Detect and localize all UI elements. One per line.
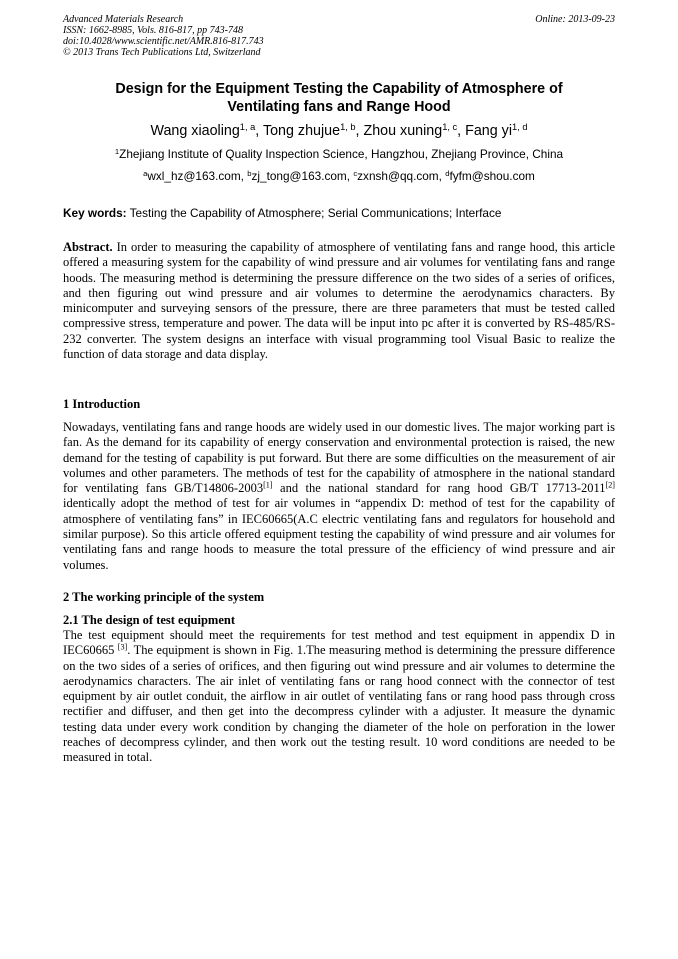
email-separator: , xyxy=(346,169,354,183)
email-mark: b xyxy=(247,168,252,178)
section-heading-introduction: 1 Introduction xyxy=(63,397,141,411)
introduction-paragraph xyxy=(63,420,615,573)
email-separator: , xyxy=(438,169,446,183)
email-mark: c xyxy=(353,168,358,178)
issn-line: ISSN: 1662-8985, Vols. 816-817, pp 743-748 xyxy=(63,25,243,36)
email-separator: , xyxy=(240,169,248,183)
author-separator: , xyxy=(355,123,364,139)
keywords-label: Key words: xyxy=(63,206,127,220)
author-name: Fang yi xyxy=(465,123,513,139)
affiliation xyxy=(40,146,638,162)
section-heading-working-principle: 2 The working principle of the system xyxy=(63,590,265,604)
email-mark: d xyxy=(445,168,450,178)
author-name: Zhou xuning xyxy=(363,123,443,139)
author-affil-mark: 1, a xyxy=(239,121,256,132)
copyright-line: © 2013 Trans Tech Publications Ltd, Switzerland xyxy=(63,47,261,58)
email-address: zxnsh@qq.com xyxy=(357,169,439,183)
author-list xyxy=(40,121,638,141)
abstract xyxy=(63,240,615,362)
abstract-text: In order to measuring the capability of atmosphere of ventilating fans and range hood, this article offered a measuring system for the capability of wind pressure and air volumes for ventilating fans and range hoods. The measuring method is determining the pressure difference on the two sides of a series of orifices, and then figuring out wind pressure and air volumes to determine the aerodynamics characters. By minicomputer and surveying sensors of the pressure, there are three parameters that must be tested called compressive stress, temperature and power. The data will be input into pc after it is converted by RS-485/RS-232 converter. The system designs an interface with visual programming tool Visual Basic to realize the function of data storage and data display. xyxy=(63,240,615,362)
citation-3: [3] xyxy=(117,642,128,652)
email-mark: a xyxy=(143,168,148,178)
subsection-heading-design: 2.1 The design of test equipment xyxy=(63,613,236,627)
intro-text-2: and the national standard for rang hood GB/T 17713-2011 xyxy=(272,481,606,496)
author-name: Tong zhujue xyxy=(262,123,341,139)
abstract-label: Abstract. xyxy=(63,240,113,254)
author-separator: , xyxy=(255,123,263,139)
affiliation-text: Zhejiang Institute of Quality Inspection Science, Hangzhou, Zhejiang Province, China xyxy=(119,147,564,161)
email-address: fyfm@shou.com xyxy=(449,169,535,183)
author-affil-mark: 1, d xyxy=(512,121,528,132)
author-name: Wang xiaoling xyxy=(150,123,240,139)
citation-1: [1] xyxy=(263,480,273,490)
citation-2: [2] xyxy=(605,480,616,490)
email-list xyxy=(40,168,638,184)
email-address: zj_tong@163.com xyxy=(251,169,347,183)
journal-header xyxy=(63,14,615,58)
keywords xyxy=(63,205,618,221)
email-address: wxl_hz@163.com xyxy=(147,169,241,183)
intro-text-3: identically adopt the method of test for air volumes in “appendix D: method of test for the capability of atmosphere of ventilating fans” in IEC60665(A.C electric ventilating fans and regulators for household and similar purpose). So this article offered equipment testing the capability of wind pressure and air volumes for ventilating fans and range hoods to measure the total pressure of the efficiency of wind pressure and air volumes. xyxy=(63,496,615,572)
keywords-text: Testing the Capability of Atmosphere; Serial Communications; Interface xyxy=(126,206,502,220)
design-text-1: The test equipment should meet the requirements for test method and test equipment in appendix D in IEC60665 xyxy=(63,628,615,658)
intro-text-1: Nowadays, ventilating fans and range hoods are widely used in our domestic lives. The major working part is fan. As the demand for its capability of energy conservation and environmental protection is raised, the new demand for the testing of capability is put forward. But there are some difficulties on the measurement of air volumes and other parameters. The methods of test for the capability of atmosphere in the national standard for ventilating fans GB/T14806-2003 xyxy=(63,420,615,496)
title-line-2: Ventilating fans and Range Hood xyxy=(227,99,451,115)
affiliation-mark: 1 xyxy=(114,146,120,156)
author-separator: , xyxy=(457,123,466,139)
design-text-2: . The equipment is shown in Fig. 1.The measuring method is determining the pressure difference on the two sides of a series of orifices, and then figuring out wind pressure and air volumes to determine the aerodynamics characters. The air inlet of ventilating fans or rang hood connect with the connector of test equipment by air outlet conduit, the airflow in air outlet of ventilating fans or rang hood pass through cross rectifier and diffuser, and then get into the decompress cylinder with a adjuster. It measure the dynamic testing data under every work condition by changing the diameter of the hole on perforation in the lower reaches of decompress cylinder, and then work out the testing result. 10 word conditions are needed to be measured in total. xyxy=(63,643,615,765)
paper-title xyxy=(40,80,638,116)
journal-name: Advanced Materials Research xyxy=(63,14,184,25)
design-paragraph xyxy=(63,628,615,766)
online-date: Online: 2013-09-23 xyxy=(535,14,615,25)
author-affil-mark: 1, c xyxy=(442,121,458,132)
author-affil-mark: 1, b xyxy=(340,121,356,132)
doi-line: doi:10.4028/www.scientific.net/AMR.816-817.743 xyxy=(63,36,264,47)
title-line-1: Design for the Equipment Testing the Capability of Atmosphere of xyxy=(115,81,563,97)
